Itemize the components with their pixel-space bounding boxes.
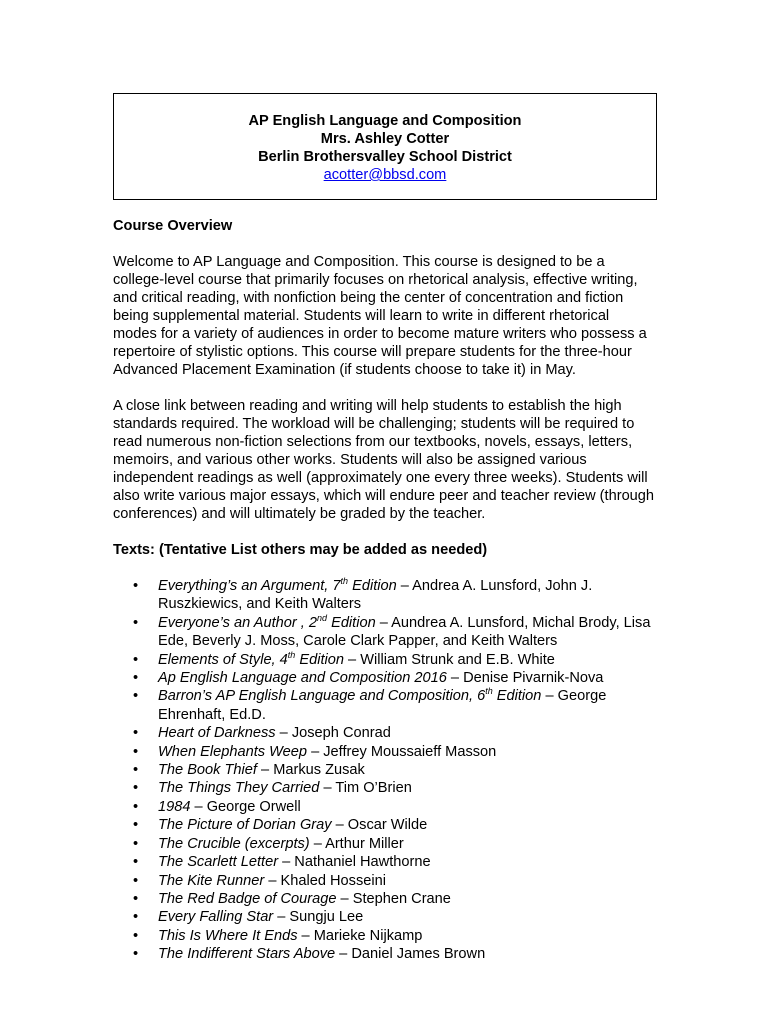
ordinal-suffix: th (485, 686, 493, 697)
book-author: – Marieke Nijkamp (297, 927, 423, 944)
book-title: The Indifferent Stars Above (158, 946, 336, 963)
document-page (113, 93, 657, 964)
book-title: The Scarlett Letter (158, 854, 279, 871)
header-box (113, 93, 657, 200)
list-item (113, 945, 657, 963)
book-title: Ap English Language and Composition 2016 (158, 670, 447, 687)
book-author: – George Orwell (190, 798, 301, 815)
book-author: – Joseph Conrad (275, 725, 391, 742)
list-item (113, 890, 657, 908)
book-author: – Arthur Miller (309, 835, 404, 852)
book-title: 1984 (158, 798, 191, 815)
overview-paragraph-2: A close link between reading and writing will help students to establish the high standards required. The workload will be challenging; students will be required to read numerous non-fiction selections from our textbooks, novels, essays, letters, memoirs, and various other works. Students will also be assigned various independent readings as well (approximately one every three weeks). Students will also write various major essays, which will endure peer and teacher review (through conferences) and will ultimately be graded by the teacher. (113, 398, 655, 522)
book-author: – Andrea A. Lunsford, John J. Ruszkiewics, and Keith Walters (158, 578, 593, 613)
overview-paragraph-1: Welcome to AP Language and Composition. This course is designed to be a college-level course that primarily focuses on rhetorical analysis, effective writing, and critical reading, with nonfiction being the center of concentration and fiction being supplemental material. Students will learn to write in different rhetorical modes for a variety of audiences in order to become mature writers who possess a repertoire of stylistic options. This course will prepare students for the three-hour Advanced Placement Examination (if students choose to take it) in May. (113, 254, 647, 378)
ordinal-suffix: nd (317, 612, 328, 623)
ordinal-suffix: th (340, 576, 349, 587)
list-item (113, 853, 657, 871)
bullet-icon: • (133, 872, 139, 889)
list-item (113, 577, 657, 614)
book-title: Everyone’s an Author , 2nd Edition (158, 612, 376, 631)
list-item (113, 908, 657, 926)
list-item (113, 835, 657, 853)
book-author: – Tim O’Brien (319, 780, 412, 797)
list-item (113, 761, 657, 779)
list-item (113, 927, 657, 945)
teacher-name: Mrs. Ashley Cotter (320, 131, 450, 147)
book-author: – Khaled Hosseini (264, 872, 386, 889)
email-link[interactable]: acotter@bbsd.com (323, 167, 447, 183)
book-title: Barron’s AP English Language and Composition, 6th Edition (158, 686, 542, 705)
book-author: – Jeffrey Moussaieff Masson (307, 743, 497, 760)
list-item (113, 798, 657, 816)
bullet-icon: • (133, 688, 139, 705)
bullet-icon: • (133, 817, 139, 834)
book-author: – Daniel James Brown (335, 946, 486, 963)
book-author: – Markus Zusak (256, 762, 365, 779)
bullet-icon: • (133, 725, 139, 742)
bullet-icon: • (133, 614, 139, 631)
book-title: The Red Badge of Courage (158, 890, 337, 907)
bullet-icon: • (133, 762, 139, 779)
book-author: – Denise Pivarnik-Nova (446, 670, 604, 687)
book-author: – Stephen Crane (336, 890, 451, 907)
list-item (113, 687, 657, 724)
texts-heading: Texts: (Tentative List others may be added as needed) (113, 542, 488, 558)
book-title: The Book Thief (158, 762, 257, 779)
book-author: – George Ehrenhaft, Ed.D. (158, 688, 607, 723)
list-item (113, 816, 657, 834)
bullet-icon: • (133, 946, 139, 963)
course-overview-heading: Course Overview (113, 218, 233, 234)
school-district: Berlin Brothersvalley School District (258, 149, 512, 165)
bullet-icon: • (133, 651, 139, 668)
book-title: Heart of Darkness (158, 725, 276, 742)
book-title: Elements of Style, 4th Edition (158, 649, 344, 668)
texts-list (113, 577, 657, 964)
book-title: The Crucible (excerpts) (158, 835, 310, 852)
book-title: The Kite Runner (158, 872, 265, 889)
bullet-icon: • (133, 854, 139, 871)
book-author: – Nathaniel Hawthorne (278, 854, 431, 871)
list-item (113, 872, 657, 890)
list-item (113, 779, 657, 797)
book-title: The Things They Carried (158, 780, 320, 797)
book-author: – Oscar Wilde (331, 817, 428, 834)
book-title: When Elephants Weep (158, 743, 308, 760)
bullet-icon: • (133, 890, 139, 907)
list-item (113, 651, 657, 669)
bullet-icon: • (133, 835, 139, 852)
book-author: – Sungju Lee (273, 909, 364, 926)
list-item (113, 743, 657, 761)
book-title: This Is Where It Ends (158, 927, 298, 944)
bullet-icon: • (133, 578, 139, 594)
bullet-icon: • (133, 909, 139, 926)
bullet-icon: • (133, 743, 139, 760)
book-title: Everything’s an Argument, 7th Edition (158, 576, 397, 594)
book-author: – William Strunk and E.B. White (344, 651, 555, 668)
bullet-icon: • (133, 670, 139, 687)
book-author: – Aundrea A. Lunsford, Michal Brody, Lisa Ede, Beverly J. Moss, Carole Clark Papper, and Keith Walters (158, 614, 651, 650)
bullet-icon: • (133, 927, 139, 944)
list-item (113, 614, 657, 651)
course-title: AP English Language and Composition (248, 113, 522, 129)
bullet-icon: • (133, 798, 139, 815)
list-item (113, 669, 657, 687)
list-item (113, 724, 657, 742)
book-title: The Picture of Dorian Gray (158, 817, 332, 834)
bullet-icon: • (133, 780, 139, 797)
ordinal-suffix: th (287, 649, 296, 660)
book-title: Every Falling Star (158, 909, 274, 926)
